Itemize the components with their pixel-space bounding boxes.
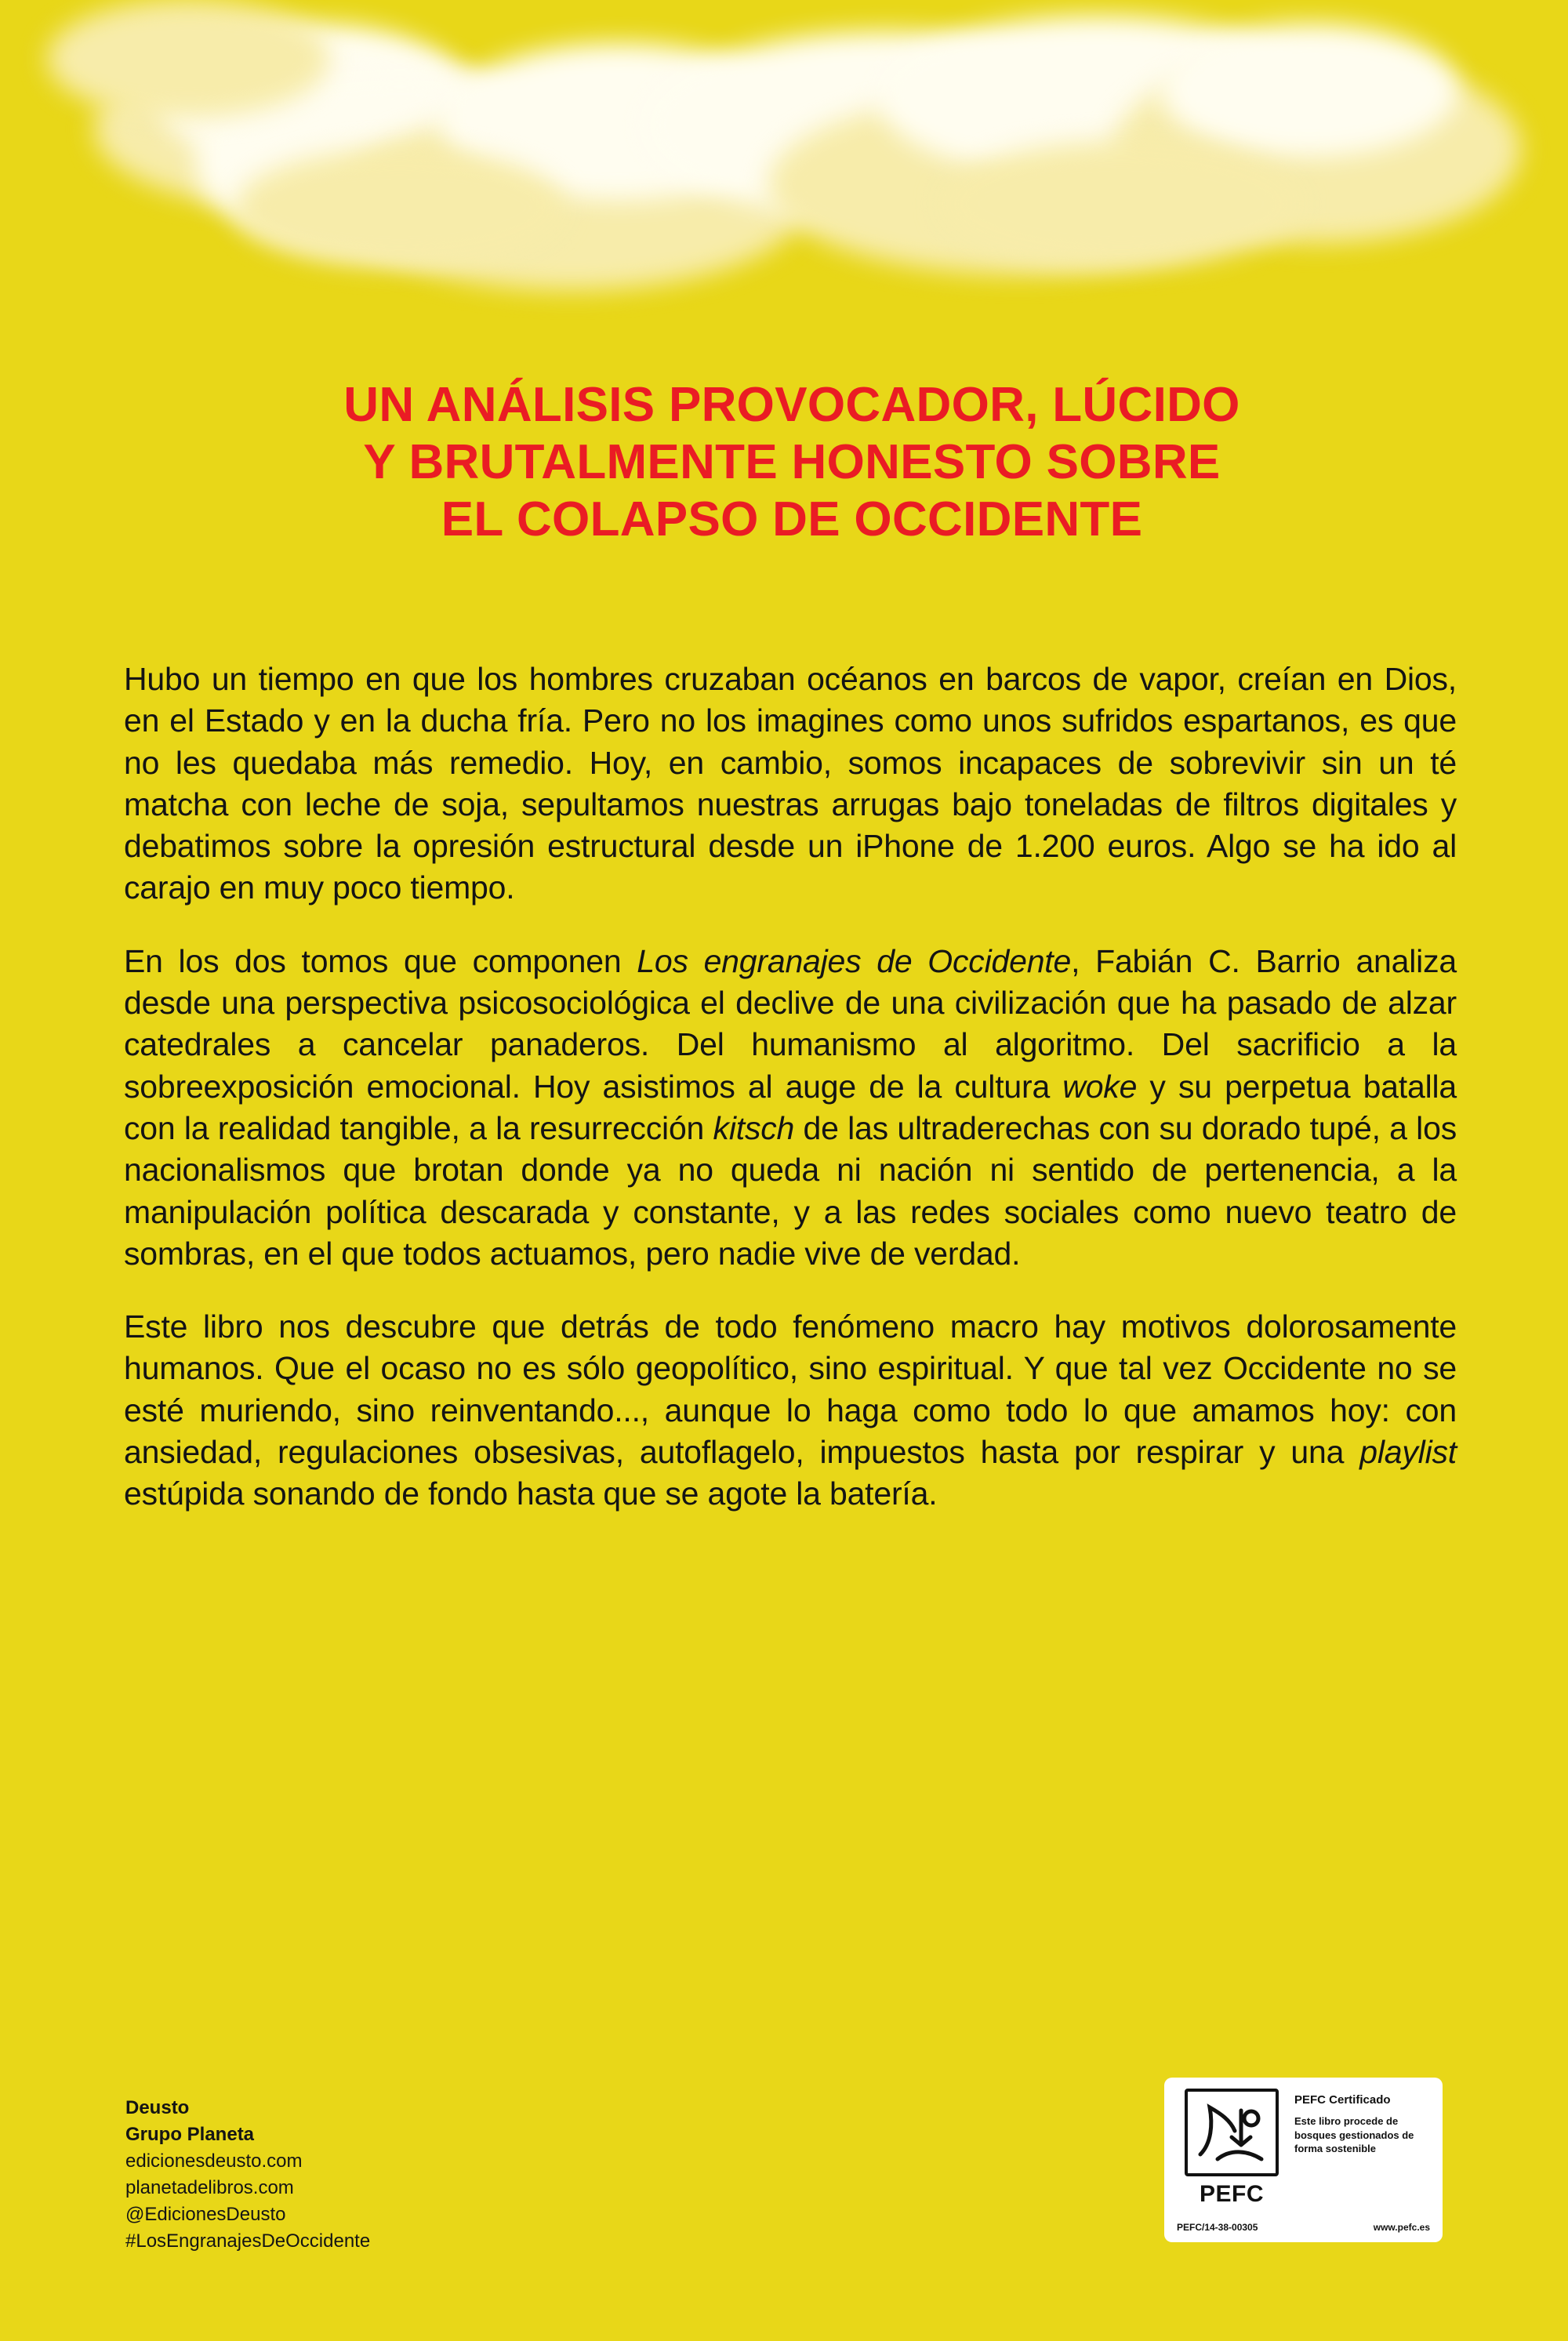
page-title [118, 376, 1466, 548]
term-playlist-italic: playlist [1359, 1434, 1457, 1471]
cloud-shape [94, 47, 533, 212]
paragraph-2 [124, 941, 1457, 1275]
cloud-shape [1160, 24, 1458, 157]
publisher-website-1[interactable]: edicionesdeusto.com [125, 2150, 303, 2172]
cloud-shape [337, 110, 808, 290]
paragraph-3 [124, 1306, 1457, 1515]
book-title-italic: Los engranajes de Occidente [637, 942, 1072, 979]
paragraph-2-text-a: En los dos tomos que componen [124, 942, 637, 979]
pefc-footer [1177, 2222, 1430, 2233]
paragraph-2-text-c: y su perpetua batalla con la realidad tangible, a la resurrección [124, 1068, 1457, 1146]
cloud-shape [941, 141, 1301, 267]
pefc-description: Este libro procede de bosques gestionados de forma sostenible [1294, 2115, 1414, 2155]
cloud-shape [878, 16, 1317, 180]
headline-line-1: UN ANÁLISIS PROVOCADOR, LÚCIDO [343, 378, 1240, 432]
term-kitsch-italic: kitsch [713, 1109, 795, 1146]
cloud-shape [47, 0, 329, 118]
paragraph-3-text-b: estúpida sonando de fondo hasta que se agote la batería. [124, 1475, 938, 1512]
cloud-shape [196, 74, 604, 255]
cloud-illustration [0, 0, 1568, 368]
paragraph-3-text-a: Este libro nos descubre que detrás de todo fenómeno macro hay motivos dolorosamente humanos. Que el ocaso no es sólo geopolítico, sino espiritual. Y que tal vez Occidente no se esté muriendo, sino reinventando..., aunque lo haga como todo lo que amamos hoy: con ansiedad, regulaciones obsesivas, autoflagelo, impuestos hasta por respirar y una [124, 1308, 1457, 1471]
publisher-hashtag[interactable]: #LosEngranajesDeOccidente [125, 2230, 371, 2252]
cloud-shape [1113, 55, 1521, 243]
pefc-wordmark: PEFC [1199, 2181, 1264, 2207]
cloud-shape [157, 24, 470, 172]
headline-line-3: EL COLAPSO DE OCCIDENTE [441, 492, 1143, 547]
paragraph-2-text-b: , Fabián C. Barrio analiza desde una perspectiva psicosociológica el declive de una civilización que ha pasado de alzar catedrales a cancelar panaderos. Del humanismo al algoritmo. Del sacrificio a la sobreexposición emocional. Hoy asistimos al auge de la cultura [124, 942, 1457, 1105]
tree-check-icon [1185, 2089, 1279, 2176]
cloud-shape [643, 31, 1129, 220]
pefc-title: PEFC Certificado [1294, 2093, 1391, 2107]
pefc-text-block [1287, 2089, 1430, 2156]
cloud-shape [768, 94, 1270, 274]
blurb-text [124, 659, 1457, 1515]
pefc-code: PEFC/14-38-00305 [1177, 2222, 1258, 2233]
term-woke-italic: woke [1062, 1068, 1138, 1105]
cloud-shape [439, 43, 800, 200]
publisher-group: Grupo Planeta [125, 2124, 255, 2146]
cloud-shape [235, 149, 564, 267]
headline-line-2: Y BRUTALMENTE HONESTO SOBRE [363, 435, 1221, 490]
publisher-website-2[interactable]: planetadelibros.com [125, 2177, 294, 2199]
publisher-name: Deusto [125, 2097, 190, 2118]
pefc-url[interactable]: www.pefc.es [1373, 2222, 1430, 2233]
paragraph-1-text: Hubo un tiempo en que los hombres cruzaban océanos en barcos de vapor, creían en Dios, en el Estado y en la ducha fría. Pero no los imagines como unos sufridos espartanos, es que no les quedaba más remedio. Hoy, en cambio, somos incapaces de sobrevivir sin un té matcha con leche de soja, sepultamos nuestras arrugas bajo toneladas de filtros digitales y debatimos sobre la opresión estructural desde un iPhone de 1.200 euros. Algo se ha ido al carajo en muy poco tiempo. [124, 661, 1457, 906]
publisher-social-handle[interactable]: @EdicionesDeusto [125, 2204, 286, 2226]
paragraph-1 [124, 659, 1457, 909]
imprint-block [125, 2095, 831, 2255]
paragraph-2-text-d: de las ultraderechas con su dorado tupé, a los nacionalismos que brotan donde ya no queda ni nación ni sentido de pertenencia, a la manipulación política descarada y constante, y a las redes sociales como nuevo teatro de sombras, en el que todos actuamos, pero nadie vive de verdad. [124, 1109, 1457, 1272]
pefc-certification-badge [1164, 2078, 1443, 2242]
pefc-logo [1177, 2089, 1287, 2208]
